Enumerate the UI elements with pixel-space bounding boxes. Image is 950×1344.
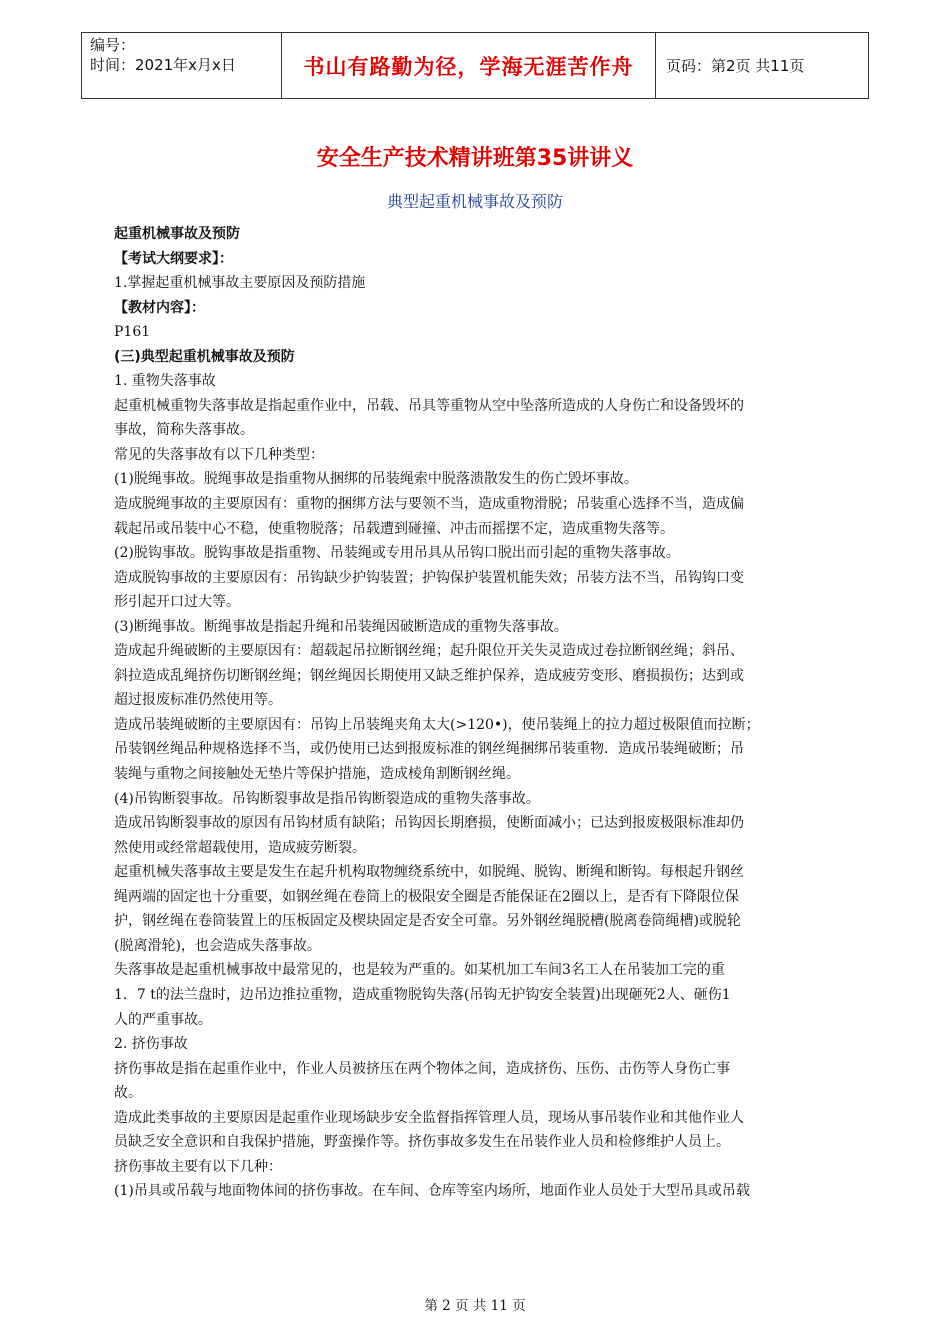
- header-table: [81, 32, 869, 99]
- body-line: 吊装钢丝绳品种规格选择不当，或仍使用已达到报废标准的钢丝绳捆绑吊装重物．造成吊装绳破断；吊: [114, 741, 744, 758]
- body-line: 挤伤事故主要有以下几种：: [114, 1158, 282, 1175]
- body-line: 失落事故是起重机械事故中最常见的，也是较为严重的。如某机加工车间3名工人在吊装加工完的重: [114, 962, 725, 979]
- header-meta-cell: [82, 33, 282, 98]
- subsection-heading: (三)典型起重机械事故及预防: [114, 348, 295, 365]
- textbook-heading: 【教材内容】：: [114, 299, 205, 316]
- body-line: 形引起开口过大等。: [114, 594, 240, 611]
- body-line: 护，钢丝绳在卷筒装置上的压板固定及楔块固定是否安全可靠。另外钢丝绳脱槽(脱离卷筒绳槽)或脱轮: [114, 913, 741, 930]
- body-line: (脱离滑轮)，也会造成失落事故。: [114, 937, 321, 954]
- page-footer: 第 2 页 共 11 页: [424, 1298, 526, 1314]
- body-line: 造成此类事故的主要原因是起重作业现场缺步安全监督指挥管理人员，现场从事吊装作业和其他作业人: [114, 1109, 744, 1126]
- body-line: 造成吊装绳破断的主要原因有：吊钩上吊装绳夹角太大(>120•)，使吊装绳上的拉力超过极限值而拉断；: [114, 716, 760, 733]
- body-line: (4)吊钩断裂事故。吊钩断裂事故是指吊钩断裂造成的重物失落事故。: [114, 790, 540, 807]
- body-line: 造成脱绳事故的主要原因有：重物的捆绑方法与要领不当，造成重物滑脱；吊装重心选择不当，造成偏: [114, 496, 744, 513]
- syllabus-heading: 【考试大纲要求】：: [114, 250, 233, 267]
- body-line: 绳两端的固定也十分重要，如钢丝绳在卷筒上的极限安全圈是否能保证在2圈以上，是否有下降限位保: [114, 888, 739, 905]
- body-line: 人的严重事故。: [114, 1011, 212, 1028]
- document-title: 安全生产技术精讲班第35讲讲义: [316, 146, 634, 171]
- body-line: 常见的失落事故有以下几种类型：: [114, 446, 324, 463]
- body-line: (1)吊具或吊载与地面物体间的挤伤事故。在车间、仓库等室内场所，地面作业人员处于大型吊具或吊载: [114, 1183, 750, 1200]
- body-line: 然使用或经常超载使用，造成疲劳断裂。: [114, 839, 366, 856]
- document-subtitle: 典型起重机械事故及预防: [386, 192, 563, 211]
- body-line: 起重机械重物失落事故是指起重作业中，吊载、吊具等重物从空中坠落所造成的人身伤亡和设备毁坏的: [114, 397, 744, 414]
- body-line: 1．7 t的法兰盘时，边吊边推拉重物，造成重物脱钩失落(吊钩无护钩安全装置)出现砸死2人、砸伤1: [114, 986, 731, 1003]
- body-line: 超过报废标准仍然使用等。: [114, 692, 282, 709]
- header-time-label: 时间：2021年x月x日: [90, 56, 236, 74]
- body-line: (3)断绳事故。断绳事故是指起升绳和吊装绳因破断造成的重物失落事故。: [114, 618, 568, 635]
- body-line: 1.掌握起重机械事故主要原因及预防措施: [114, 275, 366, 292]
- body-line: 1. 重物失落事故: [114, 373, 216, 390]
- body-line: (2)脱钩事故。脱钩事故是指重物、吊装绳或专用吊具从吊钩口脱出而引起的重物失落事故。: [114, 545, 680, 562]
- body-line: 载起吊或吊装中心不稳，使重物脱落；吊载遭到碰撞、冲击而摇摆不定，造成重物失落等。: [114, 520, 674, 537]
- document-body: [114, 222, 840, 1204]
- body-line: 故。: [114, 1085, 142, 1102]
- body-line: 造成起升绳破断的主要原因有：超载起吊拉断钢丝绳；起升限位开关失灵造成过卷拉断钢丝绳；斜吊、: [114, 643, 744, 660]
- section-heading: 起重机械事故及预防: [114, 226, 240, 242]
- body-line: 起重机械失落事故主要是发生在起升机构取物缠绕系统中，如脱绳、脱钩、断绳和断钩。每根起升钢丝: [114, 864, 744, 881]
- body-line: 挤伤事故是指在起重作业中，作业人员被挤压在两个物体之间，造成挤伤、压伤、击伤等人身伤亡事: [114, 1060, 730, 1077]
- body-line: (1)脱绳事故。脱绳事故是指重物从捆绑的吊装绳索中脱落溃散发生的伤亡毁坏事故。: [114, 471, 638, 488]
- body-line: 造成脱钩事故的主要原因有：吊钩缺少护钩装置；护钩保护装置机能失效；吊装方法不当，吊钩钩口变: [114, 569, 744, 586]
- body-line: P161: [114, 324, 151, 341]
- body-line: 员缺乏安全意识和自我保护措施，野蛮操作等。挤伤事故多发生在吊装作业人员和检修维护人员上。: [114, 1134, 730, 1151]
- body-line: 斜拉造成乱绳挤伤切断钢丝绳；钢丝绳因长期使用又缺乏维护保养，造成疲劳变形、磨损损伤；达到或: [114, 667, 744, 684]
- header-number-label: 编号：: [90, 36, 136, 54]
- header-page-info: 页码：第2页 共11页: [666, 57, 805, 75]
- body-line: 2. 挤伤事故: [114, 1036, 188, 1053]
- body-line: 事故，简称失落事故。: [114, 422, 254, 439]
- body-line: 造成吊钩断裂事故的原因有吊钩材质有缺陷；吊钩因长期磨损，使断面减小；已达到报废极限标准却仍: [114, 815, 744, 832]
- body-line: 装绳与重物之间接触处无垫片等保护措施，造成棱角割断钢丝绳。: [114, 766, 520, 783]
- header-motto: 书山有路勤为径，学海无涯苦作舟: [282, 33, 656, 98]
